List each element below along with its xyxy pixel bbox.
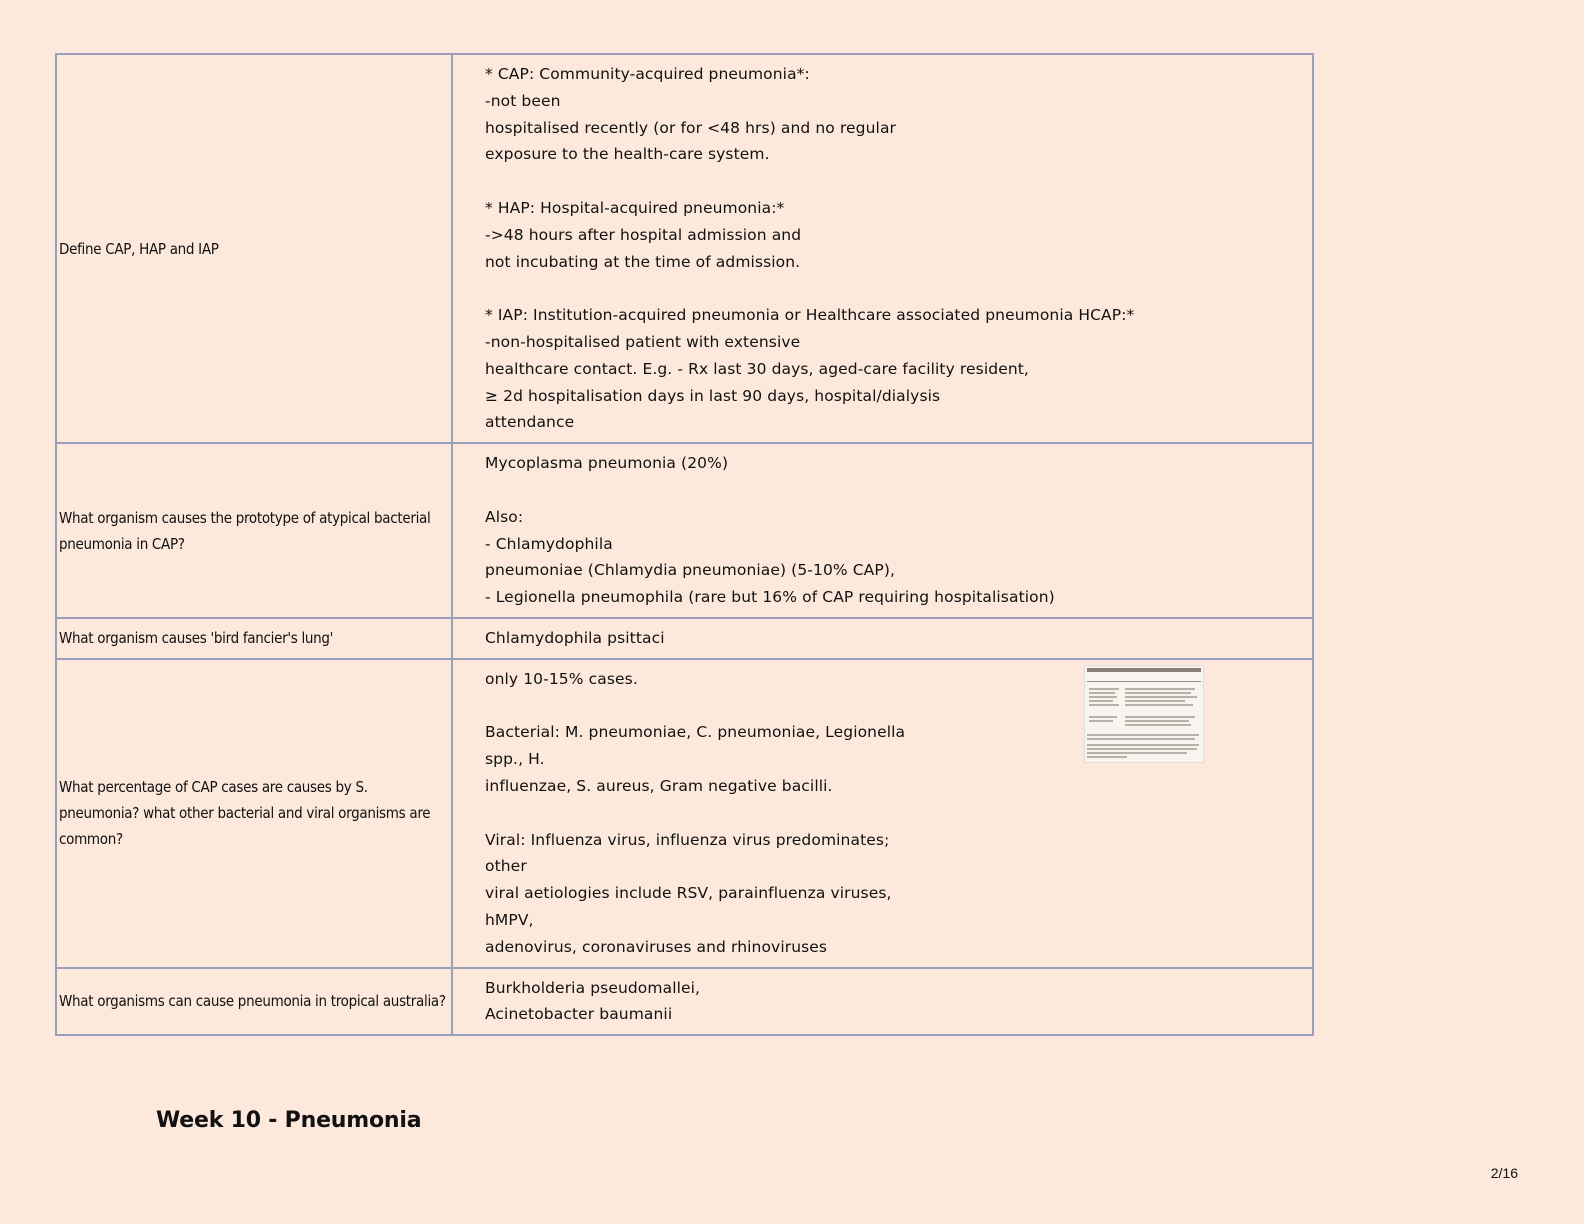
answer-line: viral aetiologies include RSV, parainfluenza viruses, <box>485 884 892 903</box>
answer-line: hospitalised recently (or for <48 hrs) and no regular <box>485 118 897 137</box>
answer-cell <box>452 659 1313 968</box>
flashcard-row <box>56 54 1313 443</box>
answer-line: * IAP: Institution-acquired pneumonia or Healthcare associated pneumonia HCAP:* <box>485 306 1135 325</box>
question-cell: What organisms can cause pneumonia in tropical australia? <box>56 968 452 1036</box>
answer-line: healthcare contact. E.g. - Rx last 30 days, aged-care facility resident, <box>485 359 1029 378</box>
question-cell: What organism causes the prototype of atypical bacterial pneumonia in CAP? <box>56 443 452 618</box>
answer-line: not incubating at the time of admission. <box>485 252 801 271</box>
answer-line: influenzae, S. aureus, Gram negative bacilli. <box>485 776 833 795</box>
answer-line <box>485 477 1302 504</box>
answer-line: only 10-15% cases. <box>485 669 638 688</box>
answer-line: adenovirus, coronaviruses and rhinoviruses <box>485 937 828 956</box>
answer-line: exposure to the health-care system. <box>485 145 770 164</box>
flashcard-rows <box>56 54 1313 1035</box>
answer-line: Burkholderia pseudomallei, <box>485 978 701 997</box>
answer-line: -not been <box>485 91 561 110</box>
answer-line: pneumoniae (Chlamydia pneumoniae) (5-10% CAP), <box>485 561 896 580</box>
answer-line: spp., H. <box>485 750 545 769</box>
flashcard-row <box>56 659 1313 968</box>
answer-line: other <box>485 857 527 876</box>
answer-line: ≥ 2d hospitalisation days in last 90 days, hospital/dialysis <box>485 386 941 405</box>
answer-cell <box>452 443 1313 618</box>
answer-line <box>485 275 1302 302</box>
answer-line: - Chlamydophila <box>485 534 613 553</box>
answer-cell <box>452 54 1313 443</box>
answer-line: attendance <box>485 413 575 432</box>
answer-line: Also: <box>485 507 524 526</box>
answer-line: -non-hospitalised patient with extensive <box>485 332 801 351</box>
flashcard-table <box>55 53 1314 1036</box>
flashcard-row <box>56 618 1313 659</box>
answer-line: Viral: Influenza virus, influenza virus predominates; <box>485 830 890 849</box>
flashcard-row <box>56 968 1313 1036</box>
page-number: 2/16 <box>1490 1165 1518 1181</box>
answer-line <box>485 168 1302 195</box>
answer-line: * HAP: Hospital-acquired pneumonia:* <box>485 198 785 217</box>
answer-line: - Legionella pneumophila (rare but 16% of CAP requiring hospitalisation) <box>485 588 1055 607</box>
answer-cell <box>452 618 1313 659</box>
flashcard-row <box>56 443 1313 618</box>
deck-title: Week 10 - Pneumonia <box>156 1108 422 1133</box>
question-cell: Define CAP, HAP and IAP <box>56 54 452 443</box>
answer-line: Chlamydophila psittaci <box>485 628 665 647</box>
answer-line: Bacterial: M. pneumoniae, C. pneumoniae, Legionella <box>485 723 906 742</box>
table-thumbnail-image <box>1084 665 1204 763</box>
question-cell: What percentage of CAP cases are causes by S. pneumonia? what other bacterial and viral organisms are common? <box>56 659 452 968</box>
answer-cell <box>452 968 1313 1036</box>
answer-line: Acinetobacter baumanii <box>485 1005 673 1024</box>
answer-line: * CAP: Community-acquired pneumonia*: <box>485 65 810 83</box>
answer-line: ->48 hours after hospital admission and <box>485 225 802 244</box>
question-cell: What organism causes 'bird fancier's lung' <box>56 618 452 659</box>
answer-line: hMPV, <box>485 910 534 929</box>
answer-line <box>485 800 1302 827</box>
answer-line: Mycoplasma pneumonia (20%) <box>485 454 729 473</box>
